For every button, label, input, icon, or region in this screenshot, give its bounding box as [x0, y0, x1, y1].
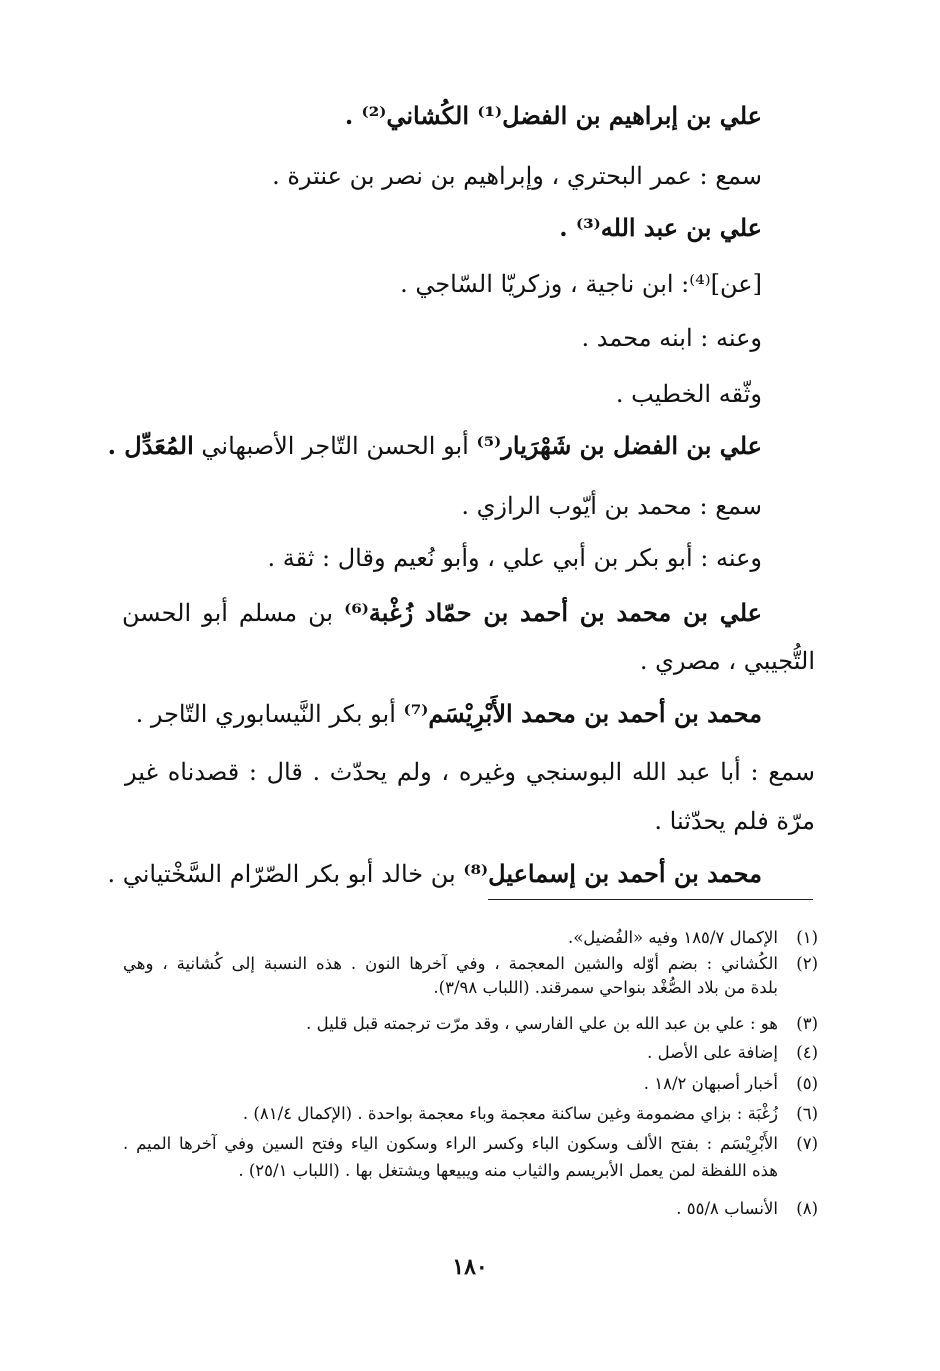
text-line: وعنه : ابنه محمد . — [581, 324, 762, 352]
footnote-text: إضافة على الأصل . — [647, 1043, 778, 1062]
entry-heading — [136, 698, 762, 730]
text-line: سمع : محمد بن أيّوب الرازي . — [461, 492, 762, 520]
entry-heading — [108, 430, 762, 462]
entry-heading — [107, 858, 762, 890]
text-line: سمع : أبا عبد الله البوسنجي وغيره ، ولم يحدّث . قال : قصدناه غير — [125, 758, 815, 786]
footnote-text: الإكمال ١٨٥/٧ وفيه «الفُضيل». — [567, 928, 778, 947]
entry-heading: علي بن إبراهيم بن الفضل⁽¹⁾ الكُشاني⁽²⁾ . — [344, 101, 762, 130]
footnote-text: بلدة من بلاد الصُّغْد بنواحي سمرقند. (اللباب ٣/٩٨). — [433, 978, 778, 997]
text-line: سمع : عمر البحتري ، وإبراهيم بن نصر بن عنترة . — [272, 162, 762, 190]
footnote-number: (٥) — [796, 1074, 818, 1093]
footnote-number: (٢) — [796, 954, 818, 973]
entry-desc: بن خالد أبو بكر الصّرّام السَّخْتياني . — [107, 860, 456, 888]
text-line: التُّجيبي ، مصري . — [639, 647, 815, 675]
footnote-text: الأَبْرِيْسَم : بفتح الألف وسكون الباء وكسر الراء وسكون الياء وفتح السين وفي آخرها الميم . — [123, 1134, 778, 1153]
entry-tail: المُعَدِّل . — [107, 431, 194, 460]
entry-heading: علي بن عبد الله⁽³⁾ . — [559, 213, 762, 242]
footnote-text: أخبار أصبهان ١٨/٢ . — [643, 1074, 778, 1093]
footnote-number: (٣) — [796, 1014, 818, 1033]
text-line: وعنه : أبو بكر بن أبي علي ، وأبو نُعيم وقال : ثقة . — [267, 544, 762, 572]
footnote-separator — [488, 899, 813, 900]
footnote-text: زُغْبَة : بزاي مضمومة وغين ساكنة معجمة وباء معجمة بواحدة . (الإكمال ٨١/٤) . — [242, 1104, 778, 1123]
footnote-number: (٧) — [796, 1134, 818, 1153]
text-line: مرّة فلم يحدّثنا . — [654, 807, 815, 835]
footnote-number: (٤) — [796, 1043, 818, 1062]
entry-heading-line — [122, 597, 762, 629]
entry-desc: أبو الحسن التّاجر الأصبهاني — [201, 432, 469, 460]
footnote-text: هو : علي بن عبد الله بن علي الفارسي ، وقد مرّت ترجمته قبل قليل . — [306, 1014, 778, 1033]
entry-name: علي بن محمد بن أحمد بن حمّاد زُغْبة⁽⁶⁾ — [344, 598, 762, 627]
entry-name: محمد بن أحمد بن إسماعيل⁽⁸⁾ — [463, 859, 762, 888]
entry-heading — [122, 597, 762, 629]
text-line: [عن]⁽⁴⁾: ابن ناجية ، وزكريّا السّاجي . — [400, 270, 762, 298]
entry-name: محمد بن أحمد بن محمد الأَبْرِيْسَم⁽⁷⁾ — [403, 699, 762, 728]
footnote-text: هذه اللفظة لمن يعمل الأبريسم والثياب منه ويبيعها ويشتغل بها . (اللباب ٢٥/١) . — [238, 1161, 778, 1180]
entry-desc: أبو بكر النَّيسابوري التّاجر . — [135, 700, 396, 728]
footnote-text: الأنساب ٥٥/٨ . — [676, 1199, 778, 1218]
footnote-number: (٨) — [796, 1199, 818, 1218]
page-number: ١٨٠ — [452, 1254, 488, 1280]
footnote-number: (١) — [796, 928, 818, 947]
entry-desc: بن مسلم أبو الحسن — [122, 599, 334, 627]
text-line: وثّقه الخطيب . — [615, 380, 762, 408]
footnote-text: الكُشاني : بضم أوّله والشين المعجمة ، وفي آخرها النون . هذه النسبة إلى كُشانية ، وهي — [123, 954, 778, 973]
entry-name: علي بن الفضل بن شَهْرَيار⁽⁵⁾ — [476, 431, 762, 460]
footnote-number: (٦) — [796, 1104, 818, 1123]
